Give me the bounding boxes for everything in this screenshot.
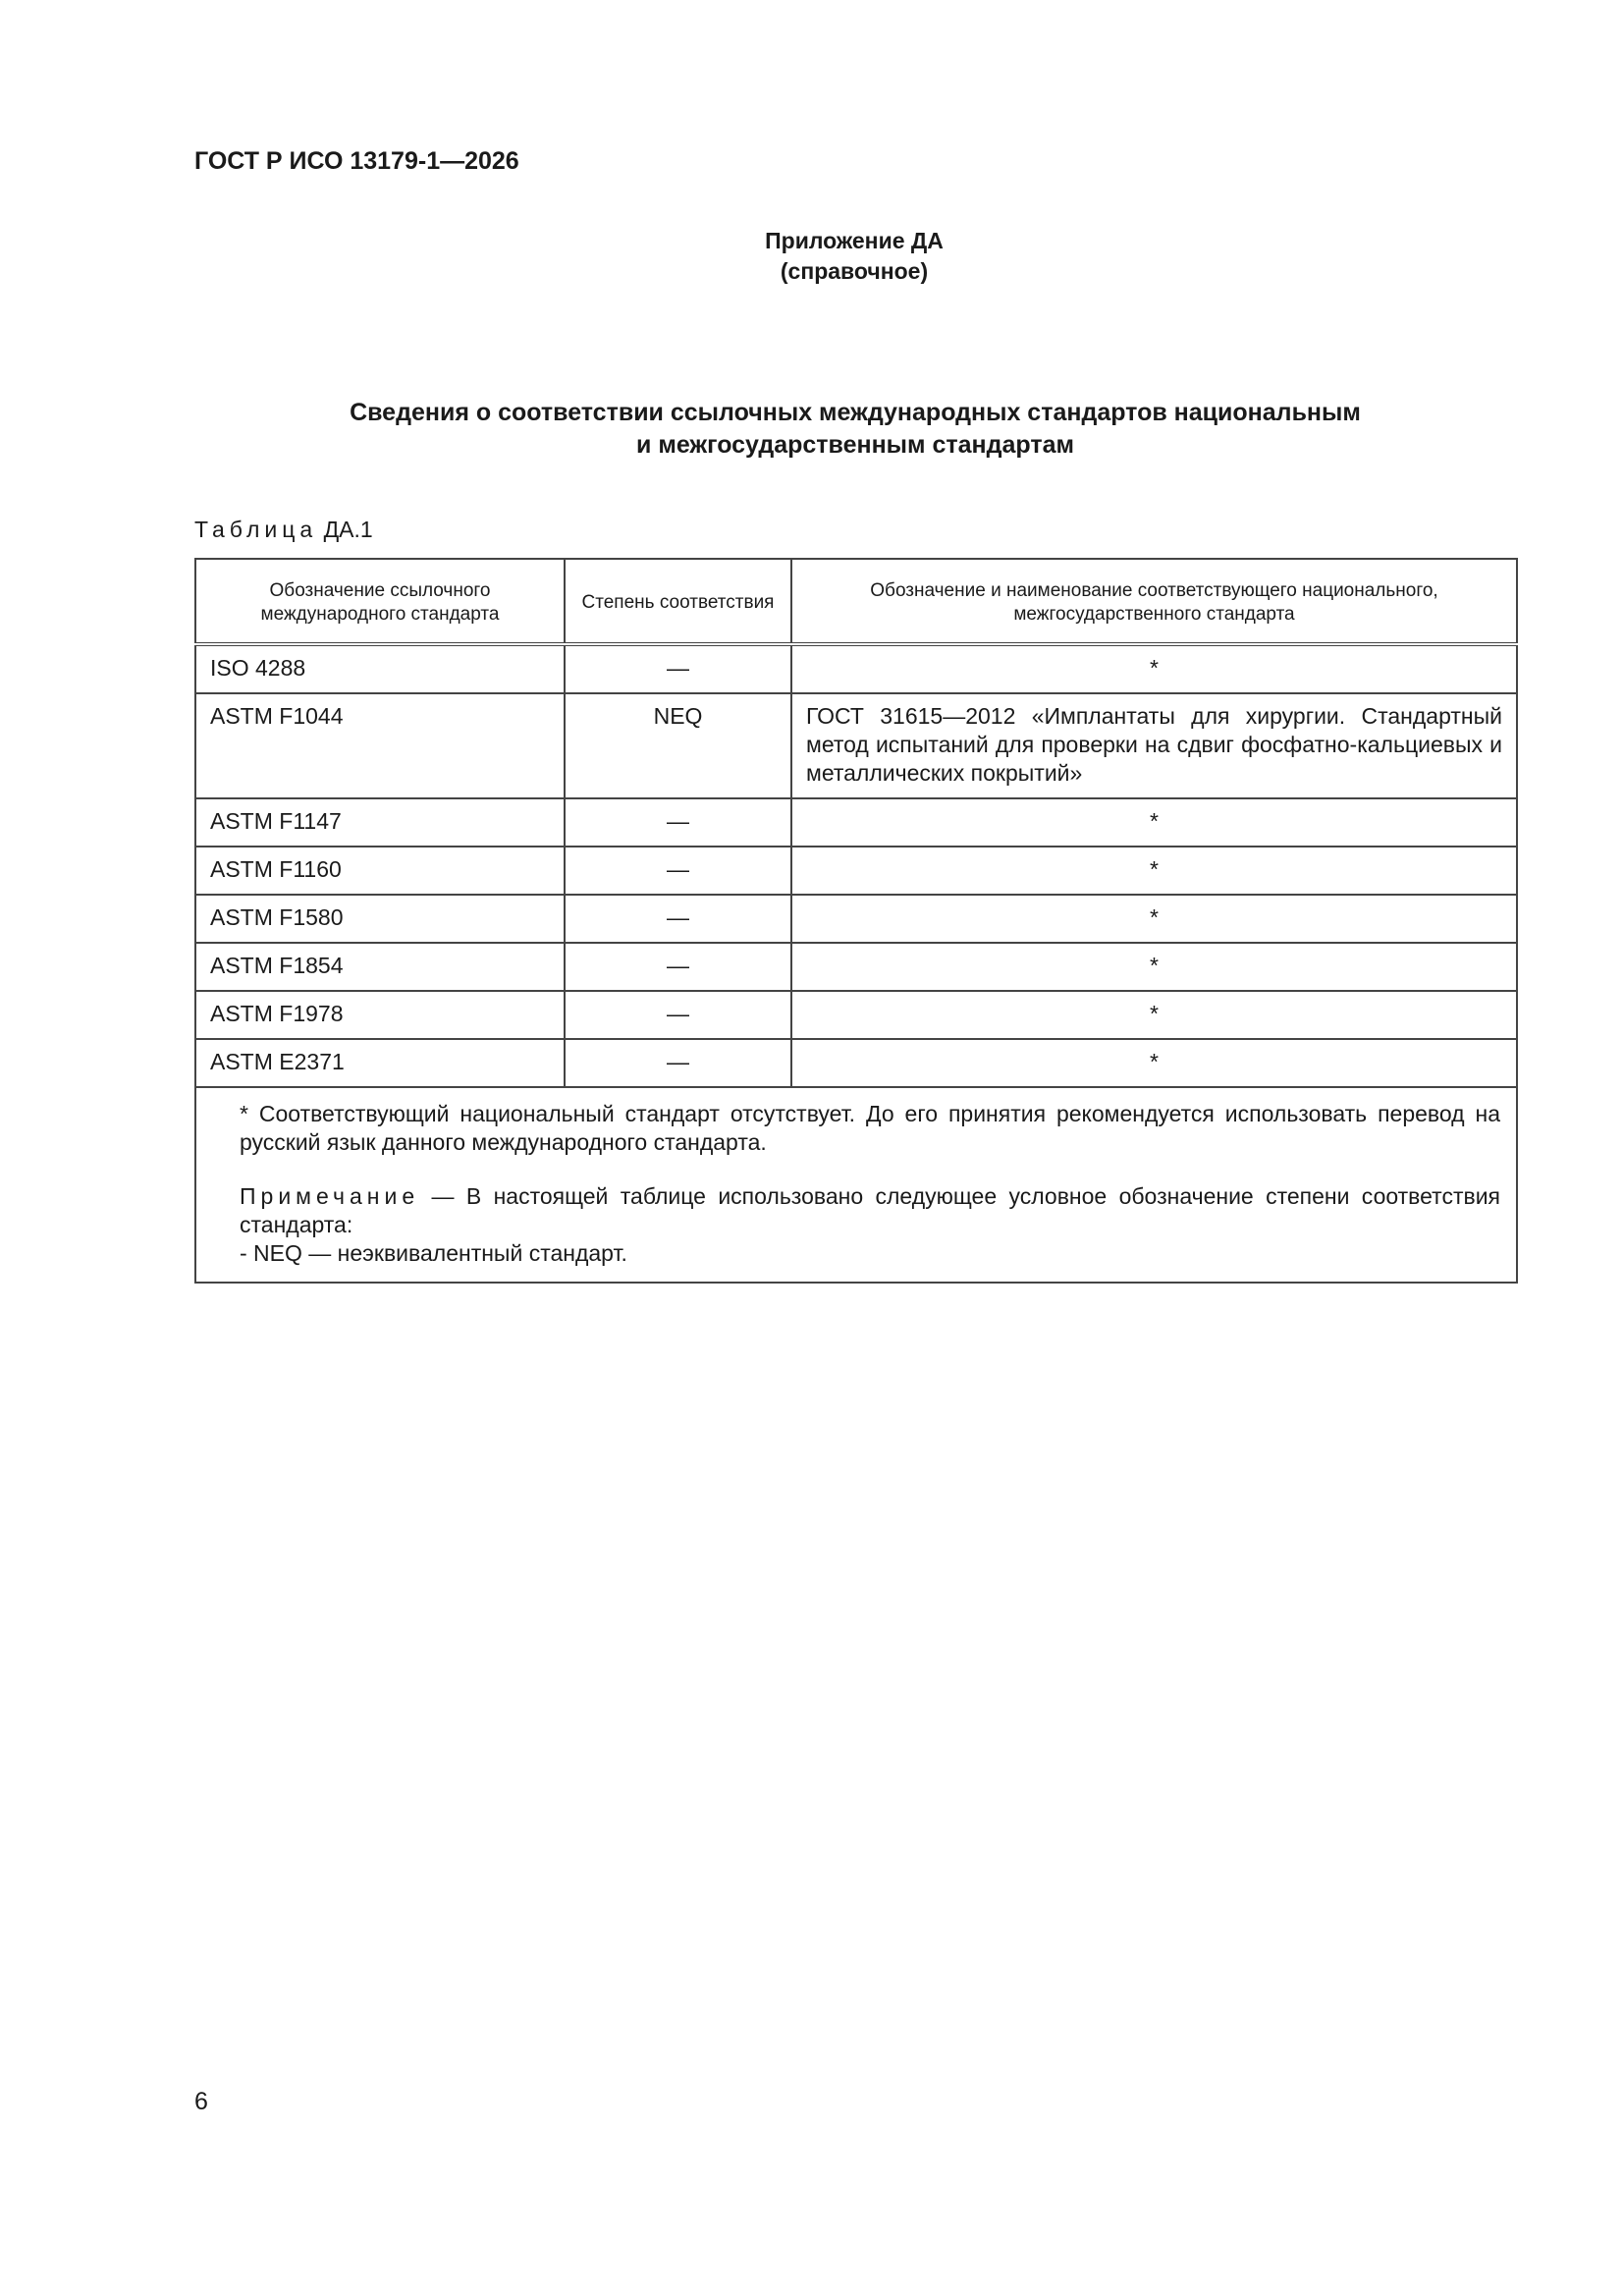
cell-national: * [791,895,1517,943]
table-caption-number: ДА.1 [323,517,373,542]
cell-degree: — [565,847,791,895]
cell-reference: ASTM F1160 [195,847,565,895]
cell-degree: NEQ [565,693,791,798]
table-row [195,847,1517,895]
cell-national: * [791,991,1517,1039]
header-national-standard: Обозначение и наименование соответствующего национального, межгосударственного стандарта [791,559,1517,644]
header-reference-standard: Обозначение ссылочного международного стандарта [195,559,565,644]
page-number: 6 [194,2088,208,2115]
table-row [195,644,1517,693]
table-row [195,798,1517,847]
cell-reference: ASTM F1147 [195,798,565,847]
table-caption-prefix: Таблица [194,517,318,542]
cell-national: * [791,644,1517,693]
cell-reference: ISO 4288 [195,644,565,693]
document-code: ГОСТ Р ИСО 13179-1—2026 [194,147,519,175]
cell-reference: ASTM F1044 [195,693,565,798]
section-heading [194,397,1516,462]
annex-kind: (справочное) [780,258,929,284]
cell-degree: — [565,895,791,943]
cell-national: * [791,1039,1517,1087]
cell-national: * [791,943,1517,991]
note-list-item: - NEQ — неэквивалентный стандарт. [240,1240,627,1266]
cell-national: * [791,847,1517,895]
table-row [195,895,1517,943]
cell-reference: ASTM F1978 [195,991,565,1039]
note-label: Примечание [240,1183,420,1209]
section-heading-line-1: Сведения о соответствии ссылочных международных стандартов национальным [350,399,1361,426]
table-note [212,1182,1500,1239]
table-caption [194,517,373,543]
cell-degree: — [565,1039,791,1087]
cell-reference: ASTM F1580 [195,895,565,943]
cell-reference: ASTM E2371 [195,1039,565,1087]
cell-degree: — [565,644,791,693]
table-notes-cell [195,1087,1517,1283]
table-row [195,943,1517,991]
table-notes-row [195,1087,1517,1283]
standards-correspondence-table [194,558,1518,1284]
annex-title-block [0,226,1623,287]
table-row [195,693,1517,798]
cell-national: ГОСТ 31615—2012 «Имплантаты для хирургии. Стандартный метод испытаний для проверки на сдвиг фосфатно-кальциевых и металлических покрытий» [791,693,1517,798]
table-footnote: * Соответствующий национальный стандарт отсутствует. До его принятия рекомендуется использовать перевод на русский язык данного международного стандарта. [240,1101,1500,1155]
section-heading-line-2: и межгосударственным стандартам [636,431,1074,459]
cell-degree: — [565,991,791,1039]
table-row [195,991,1517,1039]
cell-national: * [791,798,1517,847]
annex-title: Приложение ДА [765,228,944,253]
note-text: — В настоящей таблице использовано следующее условное обозначение степени соответствия стандарта: [240,1183,1500,1237]
table-header-row [195,559,1517,644]
header-degree-of-correspondence: Степень соответствия [565,559,791,644]
table-row [195,1039,1517,1087]
cell-degree: — [565,798,791,847]
cell-degree: — [565,943,791,991]
cell-reference: ASTM F1854 [195,943,565,991]
